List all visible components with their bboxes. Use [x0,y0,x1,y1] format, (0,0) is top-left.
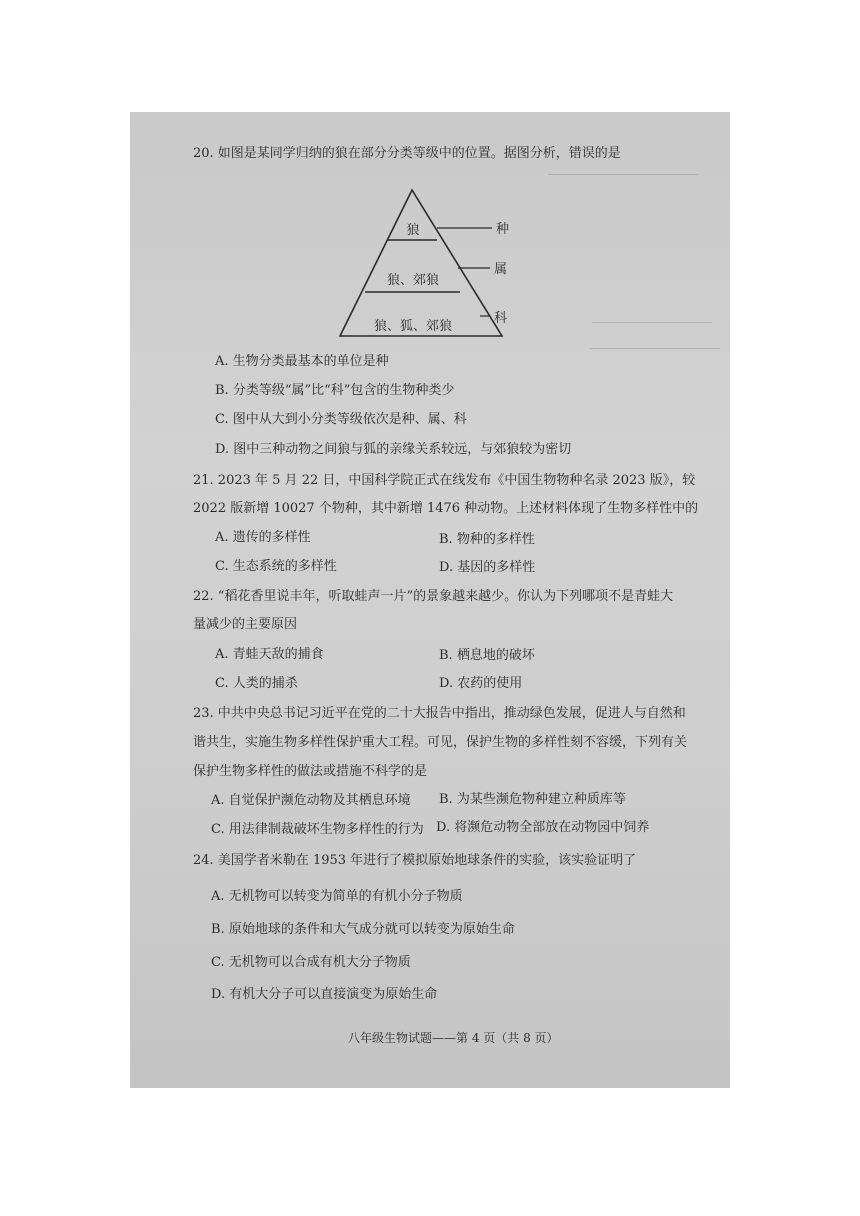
q21-option-b: B. 物种的多样性 [439,532,535,547]
q21-option-c: C. 生态系统的多样性 [215,559,337,574]
pyramid-label-genus: 狼、郊狼 [386,273,440,288]
q24-option-a: A. 无机物可以转变为简单的有机小分子物质 [211,889,463,904]
q22-option-b: B. 栖息地的破坏 [439,648,535,663]
question-23-line-1: 23. 中共中央总书记习近平在党的二十大报告中指出，推动绿色发展，促进人与自然和 [193,706,686,721]
rank-label-family: 科 [494,311,508,326]
question-21-line-1: 21. 2023 年 5 月 22 日，中国科学院正式在线发布《中国生物物种名录 2023 版》，较 [193,473,696,488]
question-22-line-2: 量减少的主要原因 [193,617,298,632]
rank-label-genus: 属 [494,262,508,277]
bleed-through-mark [548,174,698,175]
q22-option-a: A. 青蛙天敌的捕食 [215,647,324,662]
classification-pyramid [330,184,530,344]
pyramid-label-species: 狼 [406,223,420,238]
q24-option-d: D. 有机大分子可以直接演变为原始生命 [211,987,438,1002]
pyramid-label-family: 狼、狐、郊狼 [373,319,453,334]
q20-option-c: C. 图中从大到小分类等级依次是种、属、科 [215,412,467,427]
pyramid-outline [340,190,502,336]
q23-option-b: B. 为某些濒危物种建立种质库等 [439,792,626,807]
bleed-through-mark [590,348,720,349]
bleed-through-mark [592,322,712,323]
question-24-stem: 24. 美国学者米勒在 1953 年进行了模拟原始地球条件的实验，该实验证明了 [193,853,637,868]
q22-option-d: D. 农药的使用 [439,676,523,691]
question-23-line-3: 保护生物多样性的做法或措施不科学的是 [193,764,428,779]
question-23-line-2: 谐共生，实施生物多样性保护重大工程。可见，保护生物的多样性刻不容缓，下列有关 [193,735,688,750]
question-21-line-2: 2022 版新增 10027 个物种，其中新增 1476 种动物。上述材料体现了生物多样性中的 [193,501,699,516]
q21-option-d: D. 基因的多样性 [439,560,536,575]
rank-label-species: 种 [496,222,510,237]
q22-option-c: C. 人类的捕杀 [215,676,298,691]
q24-option-c: C. 无机物可以合成有机大分子物质 [211,955,411,970]
q23-option-d: D. 将濒危动物全部放在动物园中饲养 [436,820,650,835]
q21-option-a: A. 遗传的多样性 [215,530,311,545]
q23-option-a: A. 自觉保护濒危动物及其栖息环境 [211,793,411,808]
question-20-stem: 20. 如图是某同学归纳的狼在部分分类等级中的位置。据图分析，错误的是 [193,146,621,161]
q24-option-b: B. 原始地球的条件和大气成分就可以转变为原始生命 [211,922,515,937]
q20-option-a: A. 生物分类最基本的单位是种 [215,354,389,369]
page-footer: 八年级生物试题——第 4 页（共 8 页） [348,1031,559,1045]
q20-option-d: D. 图中三种动物之间狼与狐的亲缘关系较远，与郊狼较为密切 [215,442,572,457]
q20-option-b: B. 分类等级“属”比“科”包含的生物种类少 [215,383,455,398]
question-22-line-1: 22. “稻花香里说丰年，听取蛙声一片”的景象越来越少。你认为下列哪项不是青蛙大 [193,589,674,604]
q23-option-c: C. 用法律制裁破坏生物多样性的行为 [211,822,424,837]
